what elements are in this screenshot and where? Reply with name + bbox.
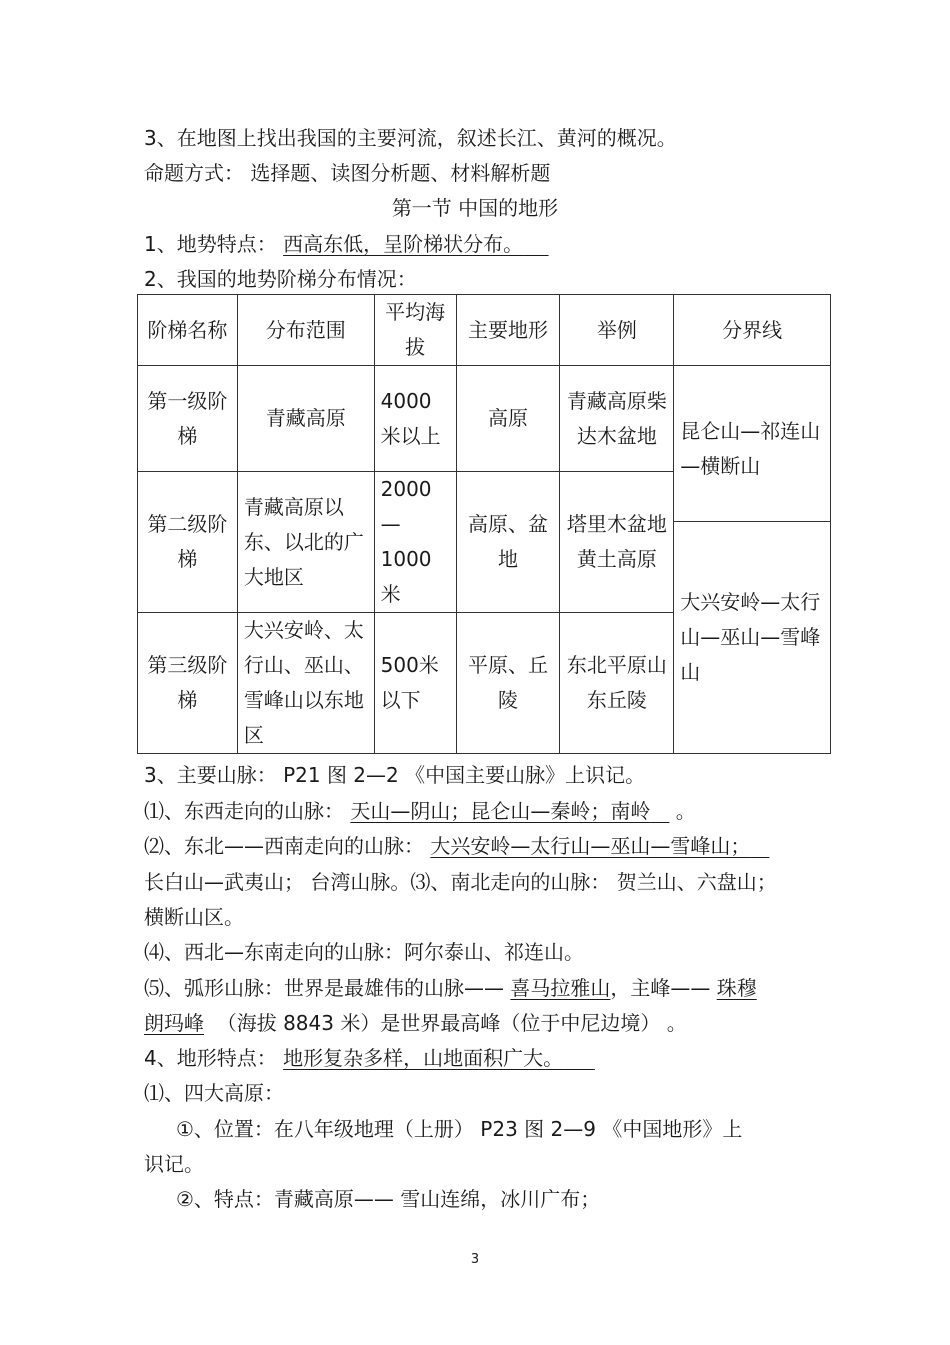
table-cell: 500米以下: [374, 613, 456, 754]
table-cell: 东北平原山东丘陵: [560, 613, 674, 754]
table-cell: 青藏高原柴达木盆地: [560, 366, 674, 472]
arc-answer-everest-a: 珠穆: [716, 976, 757, 1000]
header-cell: 举例: [560, 295, 674, 366]
header-cell: 平均海拔: [374, 295, 456, 366]
table-cell: 2000—1000米: [374, 472, 456, 613]
plateau-feature-label: ②、特点：青藏高原——: [176, 1187, 401, 1211]
hengduan-line: 横断山区。: [144, 905, 244, 929]
table-cell: 高原、盆地: [456, 472, 560, 613]
header-cell: 分界线: [674, 295, 831, 366]
ew-answer: 天山—阴山；昆仑山—秦岭；南岭: [350, 799, 651, 823]
ew-label: ⑴、东西走向的山脉：: [144, 799, 351, 823]
nwse-mountains-line: ⑷、西北—东南走向的山脉：阿尔泰山、祁连山。: [144, 940, 584, 964]
nesw-answer: 大兴安岭—太行山—巫山—雪峰山；: [430, 834, 751, 858]
boundary-cell: 大兴安岭—太行山—巫山—雪峰山: [674, 522, 831, 754]
table-cell: 平原、丘陵: [456, 613, 560, 754]
everest-line: [144, 1011, 687, 1035]
arc-answer-himalaya: 喜马拉雅山: [510, 976, 611, 1000]
arc-mid: ，主峰——: [610, 976, 717, 1000]
ladder-heading: 2、我国的地势阶梯分布情况：: [144, 267, 417, 291]
landform-feature-line: [144, 1046, 595, 1070]
table-cell: 塔里木盆地黄土高原: [560, 472, 674, 613]
terrain-trend-answer: 西高东低，呈阶梯状分布。: [283, 232, 524, 256]
table-cell: 第一级阶梯: [138, 366, 238, 472]
header-cell: 分布范围: [237, 295, 374, 366]
terrain-trend-label: 1、地势特点：: [144, 232, 284, 256]
item-3-rivers: 3、在地图上找出我国的主要河流，叙述长江、黄河的概况。: [144, 126, 677, 150]
plateau-feature-line: [176, 1187, 600, 1211]
table-cell: 第三级阶梯: [138, 613, 238, 754]
page-number: 3: [470, 1252, 480, 1267]
arc-answer-everest-b: 朗玛峰: [144, 1011, 204, 1035]
table-cell: 大兴安岭、太行山、巫山、雪峰山以东地区: [237, 613, 374, 754]
table-row: [138, 366, 831, 472]
landform-answer: 地形复杂多样，山地面积广大。: [283, 1046, 564, 1070]
plateau-position-cont: 识记。: [144, 1152, 204, 1176]
ew-end: 。: [669, 799, 696, 823]
header-cell: 阶梯名称: [138, 295, 238, 366]
ew-mountains-line: [144, 799, 696, 823]
nesw-mountains-line: [144, 834, 769, 858]
table-cell: 4000米以上: [374, 366, 456, 472]
section-title: 第一节 中国的地形: [391, 196, 559, 220]
nesw-label: ⑵、东北——西南走向的山脉：: [144, 834, 431, 858]
boundary-cell: 昆仑山—祁连山—横断山: [674, 366, 831, 522]
exam-mode-line: 命题方式： 选择题、读图分析题、材料解析题: [144, 161, 551, 185]
landform-label: 4、地形特点：: [144, 1046, 284, 1070]
header-cell: 主要地形: [456, 295, 560, 366]
everest-tail: （海拔 8843 米）是世界最高峰（位于中尼边境） 。: [216, 1011, 687, 1035]
mountains-heading: 3、主要山脉： P21 图 2—2 《中国主要山脉》上识记。: [144, 763, 646, 787]
table-header-row: [138, 295, 831, 366]
plateau-feature-text: 雪山连绵，冰川广布；: [400, 1187, 601, 1211]
nesw-continued-line: 长白山—武夷山； 台湾山脉。⑶、南北走向的山脉： 贺兰山、六盘山；: [144, 870, 777, 894]
four-plateaus-heading: ⑴、四大高原：: [144, 1081, 284, 1105]
plateau-position-line: ①、位置：在八年级地理（上册） P23 图 2—9 《中国地形》上: [176, 1117, 743, 1141]
terrain-trend-line: [144, 232, 549, 256]
table-cell: 第二级阶梯: [138, 472, 238, 613]
table-cell: 高原: [456, 366, 560, 472]
arc-mountains-line: [144, 976, 757, 1000]
arc-label: ⑸、弧形山脉：世界是最雄伟的山脉——: [144, 976, 511, 1000]
terrain-ladder-table: [137, 294, 831, 754]
table-cell: 青藏高原以东、以北的广大地区: [237, 472, 374, 613]
table-cell: 青藏高原: [237, 366, 374, 472]
